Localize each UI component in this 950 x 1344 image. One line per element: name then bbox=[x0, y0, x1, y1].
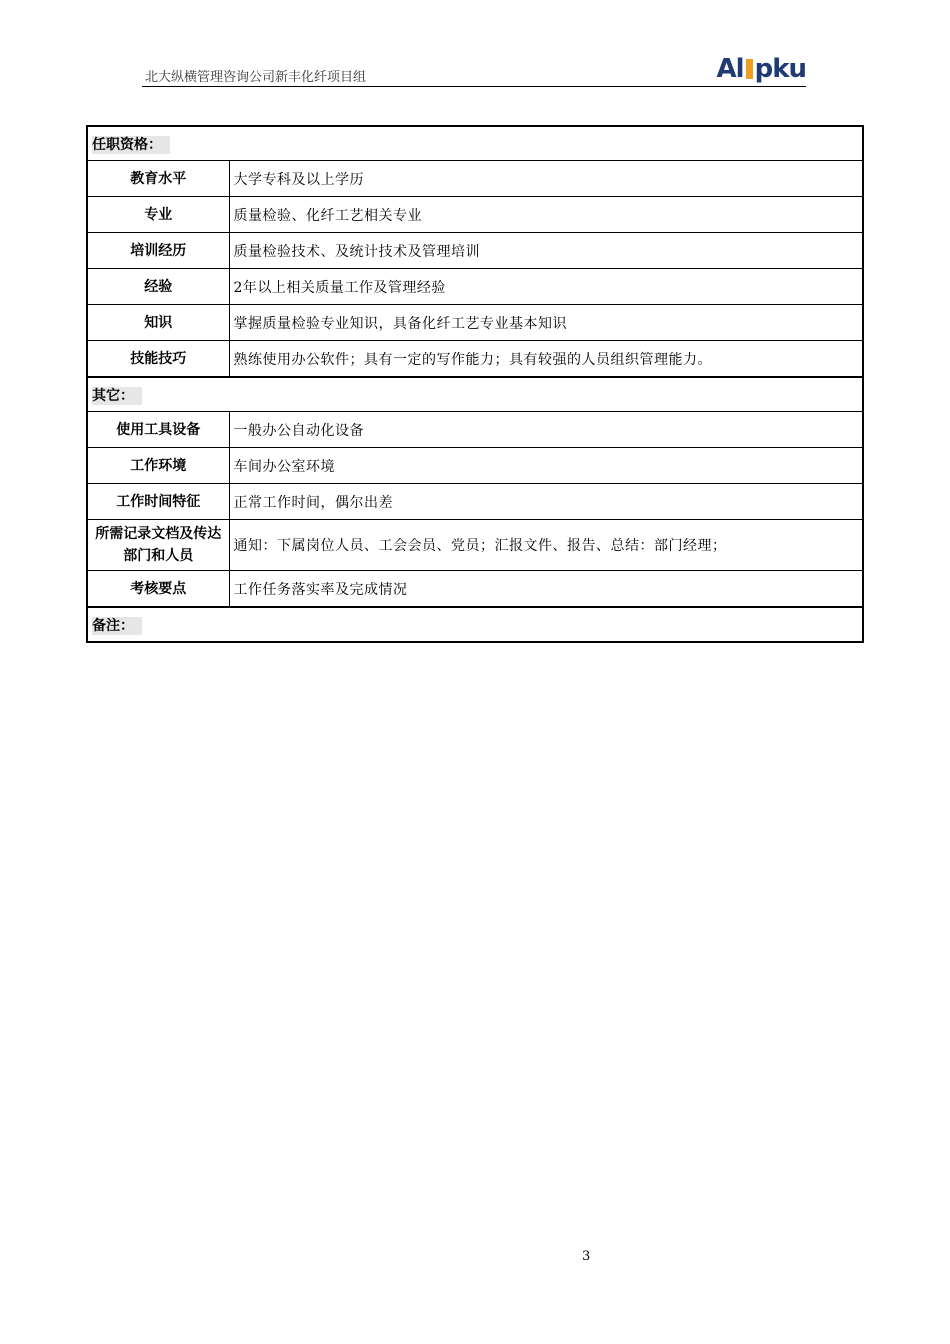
row-label: 教育水平 bbox=[87, 161, 229, 197]
table-row bbox=[87, 233, 863, 269]
section-header-remarks bbox=[87, 607, 863, 642]
row-value: 工作任务落实率及完成情况 bbox=[229, 571, 863, 608]
section-header-qualifications bbox=[87, 126, 863, 161]
row-value: 通知：下属岗位人员、工会会员、党员；汇报文件、报告、总结：部门经理； bbox=[229, 520, 863, 571]
logo-text-right: pku bbox=[754, 54, 806, 84]
row-value: 正常工作时间，偶尔出差 bbox=[229, 484, 863, 520]
row-label: 经验 bbox=[87, 269, 229, 305]
job-spec-table bbox=[86, 125, 864, 643]
section-title: 备注： bbox=[92, 617, 142, 635]
table-row bbox=[87, 305, 863, 341]
alpku-logo bbox=[717, 54, 806, 84]
header-title: 北大纵横管理咨询公司新丰化纤项目组 bbox=[145, 70, 367, 85]
table-row bbox=[87, 161, 863, 197]
row-value: 掌握质量检验专业知识，具备化纤工艺专业基本知识 bbox=[229, 305, 863, 341]
table-row bbox=[87, 448, 863, 484]
row-value: 大学专科及以上学历 bbox=[229, 161, 863, 197]
row-label: 工作时间特征 bbox=[87, 484, 229, 520]
table-row bbox=[87, 412, 863, 448]
page-header bbox=[142, 52, 806, 87]
table-row bbox=[87, 520, 863, 571]
page-number: 3 bbox=[582, 1249, 591, 1264]
table-row bbox=[87, 484, 863, 520]
row-label: 技能技巧 bbox=[87, 341, 229, 378]
row-label: 知识 bbox=[87, 305, 229, 341]
table-row bbox=[87, 269, 863, 305]
section-header-other bbox=[87, 377, 863, 412]
row-value: 一般办公自动化设备 bbox=[229, 412, 863, 448]
row-label: 使用工具设备 bbox=[87, 412, 229, 448]
row-value: 2年以上相关质量工作及管理经验 bbox=[229, 269, 863, 305]
logo-text-left: Al bbox=[716, 54, 744, 84]
table-row bbox=[87, 571, 863, 608]
row-label: 培训经历 bbox=[87, 233, 229, 269]
row-label: 所需记录文档及传达部门和人员 bbox=[87, 520, 229, 571]
row-value: 熟练使用办公软件；具有一定的写作能力；具有较强的人员组织管理能力。 bbox=[229, 341, 863, 378]
row-value: 质量检验技术、及统计技术及管理培训 bbox=[229, 233, 863, 269]
row-label: 考核要点 bbox=[87, 571, 229, 608]
table-row bbox=[87, 197, 863, 233]
logo-bar-icon bbox=[746, 59, 753, 79]
row-value: 质量检验、化纤工艺相关专业 bbox=[229, 197, 863, 233]
table-row bbox=[87, 341, 863, 378]
section-title: 任职资格： bbox=[92, 136, 170, 154]
row-label: 工作环境 bbox=[87, 448, 229, 484]
row-label: 专业 bbox=[87, 197, 229, 233]
section-title: 其它： bbox=[92, 387, 142, 405]
row-value: 车间办公室环境 bbox=[229, 448, 863, 484]
